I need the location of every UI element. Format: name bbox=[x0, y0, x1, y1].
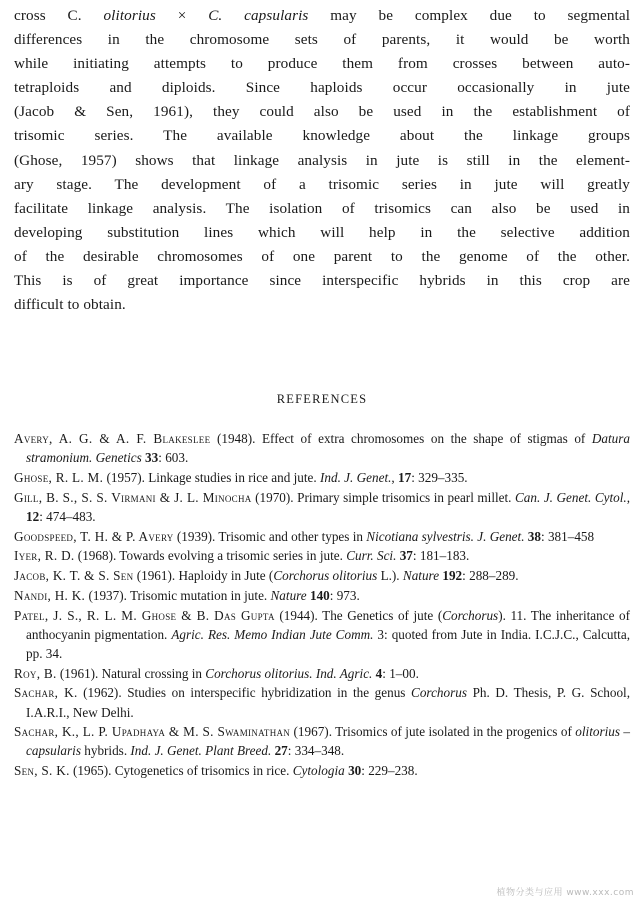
reference-entry: Roy, B. (1961). Natural crossing in Corchorus olitorius. Ind. Agric. 4: 1–00. bbox=[14, 665, 419, 681]
reference-entry: Nandi, H. K. (1937). Trisomic mutation in jute. Nature 140: 973. bbox=[14, 587, 360, 603]
reference-entry: Ghose, R. L. M. (1957). Linkage studies in rice and jute. Ind. J. Genet., 17: 329–335. bbox=[14, 470, 468, 486]
body-line: difficult to obtain. bbox=[14, 296, 126, 314]
reference-entry: Avery, A. G. & A. F. Blakeslee (1948). Effect of extra chromosomes on the shape of stigmas of Datura stramonium. Genetics 33: 603. bbox=[14, 431, 630, 466]
body-line: developing substitution lines which will help in the selective addition bbox=[14, 223, 630, 241]
body-line: differences in the chromosome sets of parents, it would be worth bbox=[14, 31, 630, 49]
reference-entry: Sen, S. K. (1965). Cytogenetics of trisomics in rice. Cytologia 30: 229–238. bbox=[14, 763, 418, 779]
body-line: trisomic series. The available knowledge about the linkage groups bbox=[14, 127, 630, 145]
body-line: while initiating attempts to produce them from crosses between auto- bbox=[14, 55, 630, 73]
references-list bbox=[14, 429, 630, 780]
reference-entry: Iyer, R. D. (1968). Towards evolving a trisomic series in jute. Curr. Sci. 37: 181–183. bbox=[14, 548, 470, 564]
references-heading: REFERENCES bbox=[276, 392, 368, 407]
body-line: cross C. olitorius × C. capsularis may be complex due to segmental bbox=[14, 7, 631, 24]
watermark: 植物分类与应用 www.xxx.com bbox=[496, 888, 634, 898]
body-line: of the desirable chromosomes of one parent to the genome of the other. bbox=[14, 247, 630, 265]
reference-entry: Goodspeed, T. H. & P. Avery (1939). Trisomic and other types in Nicotiana sylvestris. J. Genet. 38: 381–458 bbox=[14, 528, 595, 544]
body-line: (Jacob & Sen, 1961), they could also be used in the establishment of bbox=[14, 103, 630, 121]
reference-entry: Sachar, K., L. P. Upadhaya & M. S. Swaminathan (1967). Trisomics of jute isolated in the progenics of olitorius – capsularis hybrids. Ind. J. Genet. Plant Breed. 27: 334–348. bbox=[14, 724, 631, 759]
body-line: tetraploids and diploids. Since haploids occur occasionally in jute bbox=[14, 79, 630, 97]
body-line: facilitate linkage analysis. The isolation of trisomics can also be used in bbox=[14, 199, 630, 217]
body-line: ary stage. The development of a trisomic series in jute will greatly bbox=[14, 175, 630, 193]
body-line: This is of great importance since interspecific hybrids in this crop are bbox=[14, 272, 630, 290]
body-paragraph bbox=[14, 4, 630, 317]
reference-entry: Gill, B. S., S. S. Virmani & J. L. Minocha (1970). Primary simple trisomics in pearl millet. Can. J. Genet. Cytol., 12: 474–483. bbox=[14, 489, 630, 525]
reference-entry: Patel, J. S., R. L. M. Ghose & B. Das Gupta (1944). The Genetics of jute (Corchorus). 11. The inheritance of anthocyanin pigmentation. Agric. Res. Memo Indian Jute Comm. 3: quoted from Jute in India. I.C.J.C., Calcutta, pp. 34. bbox=[14, 607, 630, 661]
reference-entry: Jacob, K. T. & S. Sen (1961). Haploidy in Jute (Corchorus olitorius L.). Nature 192: 288–289. bbox=[14, 568, 519, 584]
reference-entry: Sachar, K. (1962). Studies on interspecific hybridization in the genus Corchorus Ph. D. Thesis, P. G. School, I.A.R.I., New Delhi. bbox=[14, 685, 630, 720]
body-line: (Ghose, 1957) shows that linkage analysis in jute is still in the element- bbox=[14, 151, 630, 169]
